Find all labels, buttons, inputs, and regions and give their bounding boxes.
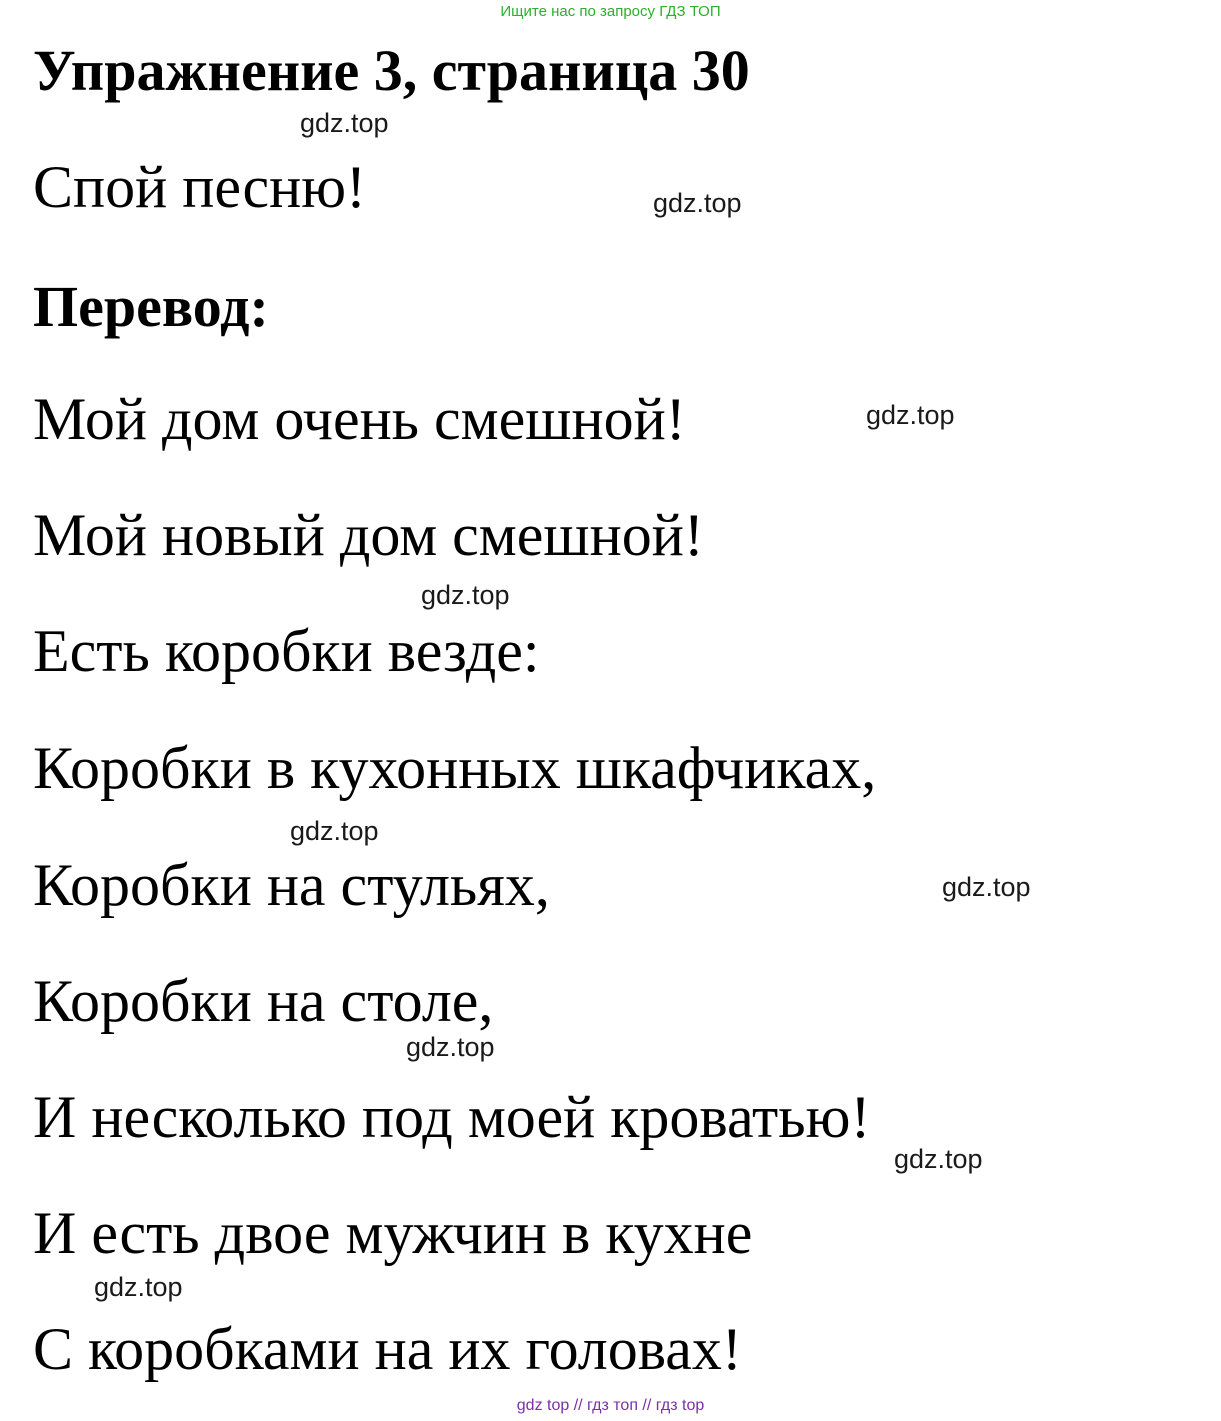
watermark: gdz.top (653, 188, 742, 218)
watermark: gdz.top (300, 108, 389, 138)
watermark: gdz.top (94, 1272, 183, 1302)
text-line-8: И есть двое мужчин в кухне (33, 1200, 753, 1266)
watermark: gdz.top (421, 580, 510, 610)
text-line-3: Есть коробки везде: (33, 618, 540, 684)
translation-heading: Перевод: (33, 274, 269, 339)
song-instruction: Спой песню! (33, 154, 367, 220)
text-line-4: Коробки в кухонных шкафчиках, (33, 735, 877, 801)
watermark: gdz.top (942, 872, 1031, 902)
text-line-1: Мой дом очень смешной! (33, 386, 686, 452)
watermark: gdz.top (866, 400, 955, 430)
text-line-6: Коробки на столе, (33, 968, 494, 1034)
watermark: gdz.top (406, 1032, 495, 1062)
top-banner: Ищите нас по запросу ГДЗ ТОП (500, 3, 721, 20)
text-line-9: С коробками на их головах! (33, 1316, 742, 1382)
watermark: gdz.top (290, 816, 379, 846)
watermark: gdz.top (894, 1144, 983, 1174)
page-title: Упражнение 3, страница 30 (33, 38, 750, 103)
text-line-2: Мой новый дом смешной! (33, 502, 704, 568)
text-line-7: И несколько под моей кроватью! (33, 1084, 871, 1150)
text-line-5: Коробки на стульях, (33, 852, 550, 918)
footer-watermark: gdz top // гдз топ // гдз top (516, 1397, 705, 1414)
